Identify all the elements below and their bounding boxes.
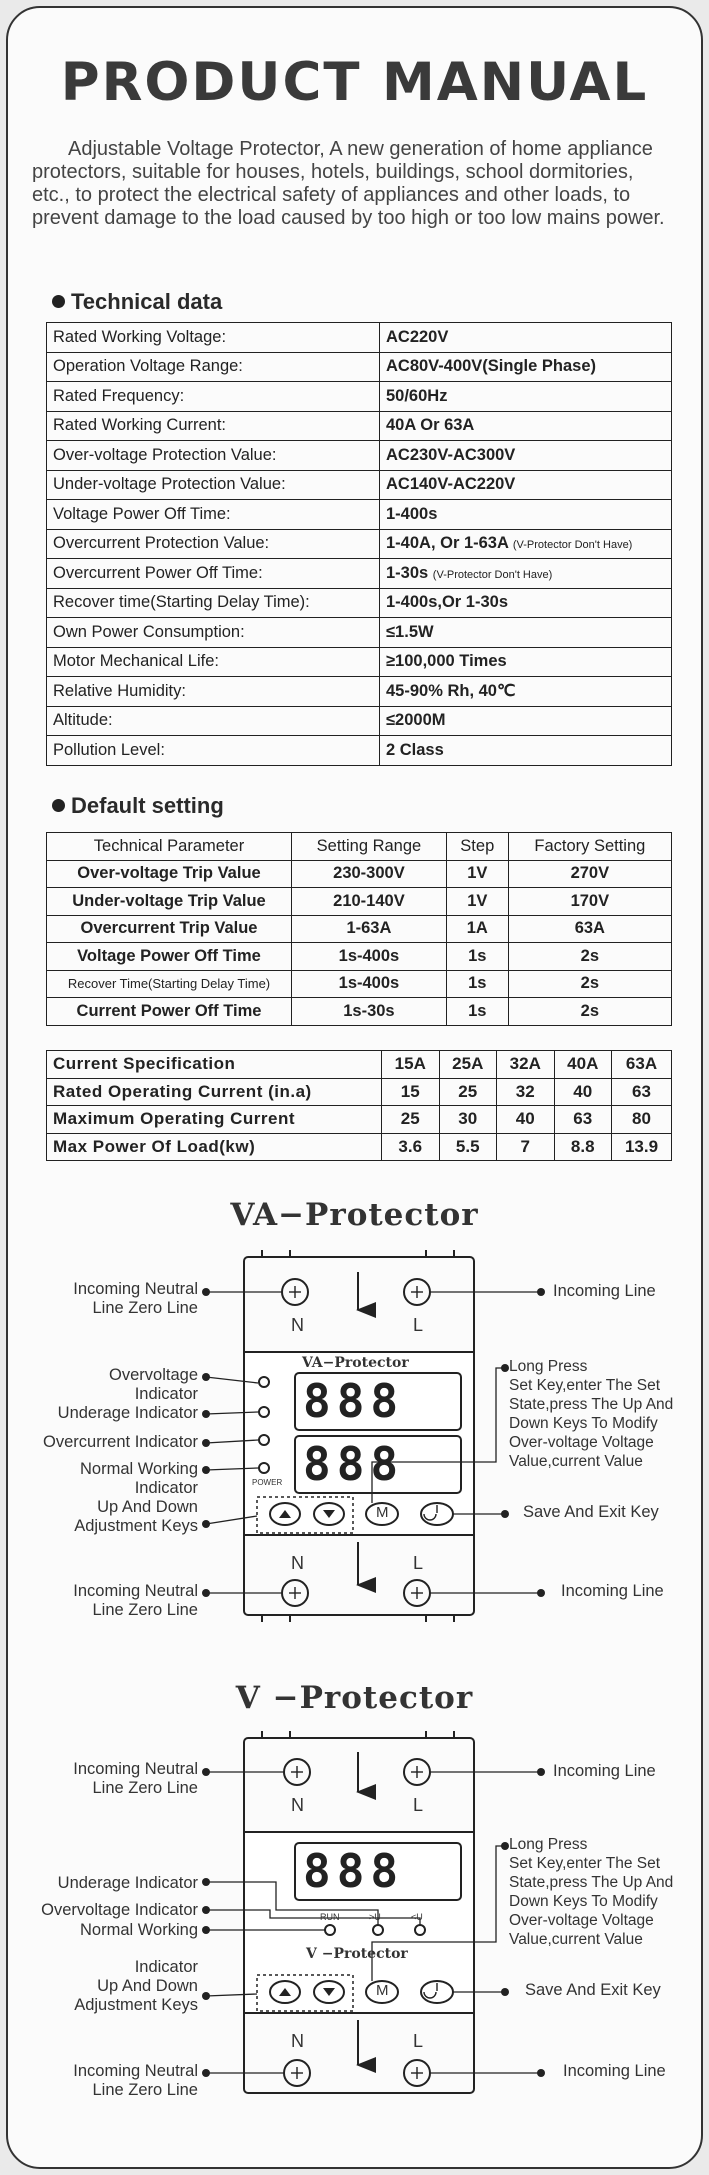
va-terminal-n: N: [291, 1315, 304, 1335]
param-value-text: AC80V-400V(Single Phase): [386, 357, 597, 376]
param-name: Own Power Consumption:: [47, 618, 380, 648]
column-header: Current Specification: [47, 1051, 382, 1079]
v-gu-label: >U: [369, 1912, 381, 1922]
v-label-neutral-top: Incoming Neutral Line Zero Line: [73, 1760, 198, 1797]
param-value-text: ≥100,000 Times: [386, 652, 507, 671]
param-value-text: ≤1.5W: [386, 622, 434, 641]
v-terminal-l: L: [413, 1795, 424, 1815]
va-set-key[interactable]: M: [376, 1504, 389, 1521]
column-header: 40A: [554, 1051, 612, 1079]
table-cell: 25: [382, 1106, 440, 1134]
param-name: Relative Humidity:: [47, 677, 380, 707]
table-cell: 1V: [446, 860, 508, 888]
table-cell: 270V: [508, 860, 671, 888]
va-label-line-bottom: Incoming Line: [561, 1582, 664, 1600]
column-header: Setting Range: [292, 833, 447, 861]
param-name: Under-voltage Protection Value:: [47, 470, 380, 500]
param-value-text: AC230V-AC300V: [386, 445, 516, 464]
param-value-text: 50/60Hz: [386, 386, 448, 405]
va-label-line-top: Incoming Line: [553, 1282, 656, 1300]
va-label-neutral-top: Incoming Neutral Line Zero Line: [73, 1280, 198, 1317]
table-cell: 40: [554, 1078, 612, 1106]
table-cell: 1A: [446, 915, 508, 943]
v-run-label: RUN: [320, 1912, 340, 1922]
table-cell: 63A: [508, 915, 671, 943]
column-header: 32A: [497, 1051, 555, 1079]
param-name: Overcurrent Protection Value:: [47, 529, 380, 559]
va-terminal-n-bottom: N: [291, 1553, 304, 1573]
param-value-text: 1-400s: [386, 504, 438, 523]
va-label-overvoltage: Overvoltage Indicator: [109, 1366, 198, 1403]
v-protector-title: V −Protector: [235, 1680, 474, 1716]
param-value-text: 1-30s: [386, 563, 429, 582]
param-name: Voltage Power Off Time:: [47, 500, 380, 530]
va-panel-label: VA−Protector: [302, 1355, 409, 1371]
table-cell: Over-voltage Trip Value: [47, 860, 292, 888]
table-cell: 1V: [446, 888, 508, 916]
va-display-top: 888: [303, 1374, 405, 1428]
va-label-save: Save And Exit Key: [523, 1503, 659, 1521]
table-cell: 25: [439, 1078, 497, 1106]
table-cell: 1s-400s: [292, 943, 447, 971]
table-cell: 230-300V: [292, 860, 447, 888]
v-label-overvoltage: Overvoltage Indicator: [41, 1901, 198, 1919]
table-cell: 15: [382, 1078, 440, 1106]
table-cell: 5.5: [439, 1133, 497, 1161]
va-terminal-l: L: [413, 1315, 424, 1335]
v-terminal-n-bottom: N: [291, 2031, 304, 2051]
column-header: 63A: [612, 1051, 672, 1079]
param-value-text: AC220V: [386, 327, 449, 346]
param-value-text: 1-40A, Or 1-63A: [386, 534, 509, 553]
v-terminal-l-bottom: L: [413, 2031, 424, 2051]
column-header: Technical Parameter: [47, 833, 292, 861]
table-cell: 63: [612, 1078, 672, 1106]
param-name: Motor Mechanical Life:: [47, 647, 380, 677]
param-value-text: ≤2000M: [386, 711, 446, 730]
column-header: Factory Setting: [508, 833, 671, 861]
table-cell: 30: [439, 1106, 497, 1134]
table-cell: 1s-30s: [292, 998, 447, 1026]
va-label-underage: Underage Indicator: [57, 1404, 198, 1422]
param-value-text: 40A Or 63A: [386, 416, 475, 435]
column-header: 25A: [439, 1051, 497, 1079]
table-cell: 1-63A: [292, 915, 447, 943]
table-cell: Current Power Off Time: [47, 998, 292, 1026]
va-label-neutral-bottom: Incoming Neutral Line Zero Line: [73, 1582, 198, 1619]
v-label-neutral-bottom: Incoming Neutral Line Zero Line: [73, 2062, 198, 2099]
table-cell: Overcurrent Trip Value: [47, 915, 292, 943]
param-name: Rated Working Current:: [47, 411, 380, 441]
v-label-normal: Normal Working: [80, 1921, 198, 1939]
default-setting-heading-text: Default setting: [71, 793, 224, 818]
table-cell: 7: [497, 1133, 555, 1161]
v-label-longpress: Long Press Set Key,enter The Set State,press The Up And Down Keys To Modify Over-voltage Voltage Value,current Value: [509, 1836, 674, 1948]
table-cell: 63: [554, 1106, 612, 1134]
table-cell: 210-140V: [292, 888, 447, 916]
v-display: 888: [303, 1844, 405, 1898]
va-display-bottom: 888: [303, 1437, 405, 1491]
table-cell: 8.8: [554, 1133, 612, 1161]
table-cell: 80: [612, 1106, 672, 1134]
param-name: Operation Voltage Range:: [47, 352, 380, 382]
va-label-longpress: Long Press Set Key,enter The Set State,press The Up And Down Keys To Modify Over-voltage Voltage Value,current Value: [509, 1358, 674, 1470]
param-name: Pollution Level:: [47, 736, 380, 766]
table-cell: Rated Operating Current (in.a): [47, 1078, 382, 1106]
table-cell: 1s: [446, 998, 508, 1026]
va-label-overcurrent: Overcurrent Indicator: [43, 1433, 198, 1451]
va-label-updown: Up And Down Adjustment Keys: [74, 1498, 198, 1535]
v-label-line-bottom: Incoming Line: [563, 2062, 666, 2080]
v-label-indicator-updown: Indicator Up And Down Adjustment Keys: [74, 1958, 198, 2014]
param-value-text: 45-90% Rh, 40℃: [386, 682, 516, 701]
table-cell: 40: [497, 1106, 555, 1134]
param-note: (V-Protector Don't Have): [432, 568, 553, 581]
param-name: Altitude:: [47, 706, 380, 736]
v-set-key[interactable]: M: [376, 1982, 389, 1999]
table-cell: Recover Time(Starting Delay Time): [47, 970, 292, 998]
param-value-text: 1-400s,Or 1-30s: [386, 593, 509, 612]
v-label-save: Save And Exit Key: [525, 1981, 661, 1999]
va-label-normal: Normal Working Indicator: [80, 1460, 198, 1497]
page-title: PRODUCT MANUAL: [60, 52, 649, 113]
table-cell: 2s: [508, 998, 671, 1026]
table-cell: 32: [497, 1078, 555, 1106]
va-terminal-l-bottom: L: [413, 1553, 424, 1573]
column-header: 15A: [382, 1051, 440, 1079]
param-note: (V-Protector Don't Have): [512, 539, 633, 552]
param-name: Rated Working Voltage:: [47, 323, 380, 353]
table-cell: 3.6: [382, 1133, 440, 1161]
technical-data-heading-text: Technical data: [71, 289, 223, 314]
param-name: Recover time(Starting Delay Time):: [47, 588, 380, 618]
v-label-line-top: Incoming Line: [553, 1762, 656, 1780]
table-cell: 1s: [446, 943, 508, 971]
table-cell: Under-voltage Trip Value: [47, 888, 292, 916]
va-device: [206, 1250, 541, 1622]
param-value-text: AC140V-AC220V: [386, 475, 516, 494]
column-header: Step: [446, 833, 508, 861]
param-name: Overcurrent Power Off Time:: [47, 559, 380, 589]
param-name: Over-voltage Protection Value:: [47, 441, 380, 471]
param-name: Rated Frequency:: [47, 382, 380, 412]
v-terminal-n: N: [291, 1795, 304, 1815]
table-cell: Maximum Operating Current: [47, 1106, 382, 1134]
table-cell: 2s: [508, 943, 671, 971]
table-cell: 1s-400s: [292, 970, 447, 998]
intro-paragraph: Adjustable Voltage Protector, A new generation of home appliance protectors, suitable for houses, hotels, buildings, school dormitories, etc., to protect the electrical safety of appliances and other loads, to prevent damage to the load caused by too high or too low mains power.: [32, 138, 665, 229]
v-label-underage: Underage Indicator: [57, 1874, 198, 1892]
table-cell: 170V: [508, 888, 671, 916]
va-protector-title: VA−Protector: [230, 1197, 479, 1233]
table-cell: 1s: [446, 970, 508, 998]
va-power-label: POWER: [252, 1478, 283, 1487]
table-cell: 2s: [508, 970, 671, 998]
table-cell: 13.9: [612, 1133, 672, 1161]
v-lu-label: <U: [411, 1912, 423, 1922]
param-value-text: 2 Class: [386, 740, 444, 759]
table-cell: Max Power Of Load(kw): [47, 1133, 382, 1161]
table-cell: Voltage Power Off Time: [47, 943, 292, 971]
v-panel-label: V −Protector: [306, 1946, 408, 1962]
